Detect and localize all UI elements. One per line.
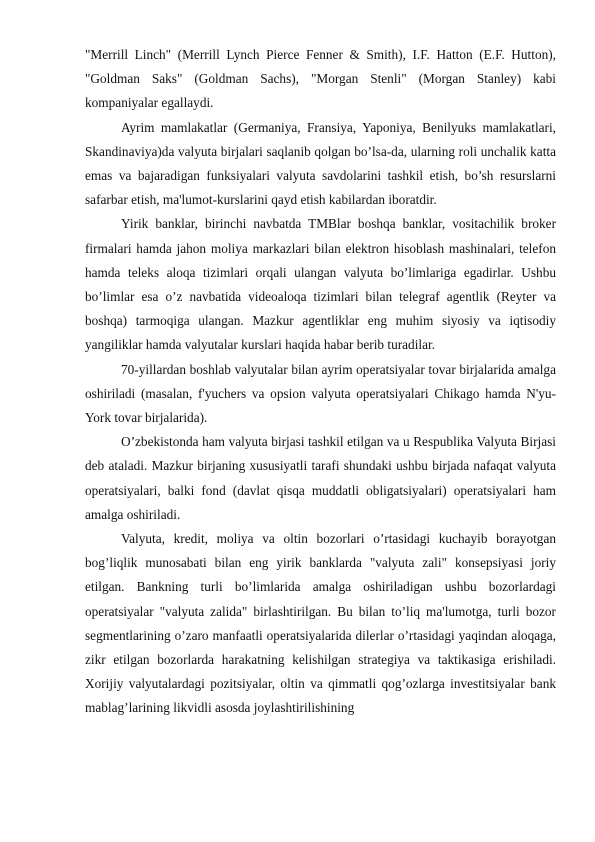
paragraph-3: Yirik banklar, birinchi navbatda TMBlar boshqa banklar, vositachilik broker firmalari hamda jahon moliya markazlari bilan elektron hisoblash mashinalari, telefon hamda teleks aloqa tizimlari orqali ulangan valyuta bo’limlariga egadirlar. Ushbu bo’limlar esa o’z navbatida videoaloqa tizimlari bilan telegraf agentlik (Reyter va boshqa) tarmoqiga ulangan. Mazkur agentliklar eng muhim siyosiy va iqtisodiy yangiliklar hamda valyutalar kurslari haqida habar berib turadilar. bbox=[85, 216, 556, 353]
paragraph-2: Ayrim mamlakatlar (Germaniya, Fransiya, Yaponiya, Benilyuks mamlakatlari, Skandinaviya)da valyuta birjalari saqlanib qolgan bo’lsa-da, ularning roli unchalik katta emas va bajaradigan funksiyalari valyuta savdolarini tashkil etish, bo’sh resurslarni safarbar etish, ma'lumot-kurslarini qayd etish kabilardan iboratdir. bbox=[85, 119, 556, 208]
paragraph-6: Valyuta, kredit, moliya va oltin bozorlari o’rtasidagi kuchayib borayotgan bog’liqlik munosabati bilan eng yirik banklarda "valyuta zali" konsepsiyasi joriy etilgan. Bankning turli bo’limlarida amalga oshiriladigan ushbu bozorlardagi operatsiyalar "valyuta zalida" birlashtirilgan. Bu bilan to’liq ma'lumotga, turli bozor segmentlarining o’zaro manfaatli operatsiyalarida dilerlar o’rtasidagi yaqindan aloqaga, zikr etilgan bozorlarda harakatning kelishilgan strategiya va taktikasiga erishiladi. Xorijiy valyutalardagi pozitsiyalar, oltin va qimmatli qog’ozlarga investitsiyalar bank mablag’larining likvidli asosda joylashtirilishining bbox=[85, 531, 556, 716]
paragraph-5: O’zbekistonda ham valyuta birjasi tashkil etilgan va u Respublika Valyuta Birjasi deb ataladi. Mazkur birjaning xususiyatli tarafi shundaki ushbu birjada nafaqat valyuta operatsiyalari, balki fond (davlat qisqa muddatli obligatsiyalari) operatsiyalari ham amalga oshiriladi. bbox=[85, 434, 556, 522]
paragraph-1: "Merrill Linch" (Merrill Lynch Pierce Fenner & Smith), I.F. Hatton (E.F. Hutton), "Goldman Saks" (Goldman Sachs), "Morgan Stenli" (Morgan Stanley) kabi kompaniyalar egallaydi. bbox=[85, 47, 556, 111]
document-page bbox=[85, 43, 556, 721]
paragraph-4: 70-yillardan boshlab valyutalar bilan ayrim operatsiyalar tovar birjalarida amalga oshiriladi (masalan, f'yuchers va opsion valyuta operatsiyalari Chikago hamda N'yu-York tovar birjalarida). bbox=[85, 361, 556, 426]
